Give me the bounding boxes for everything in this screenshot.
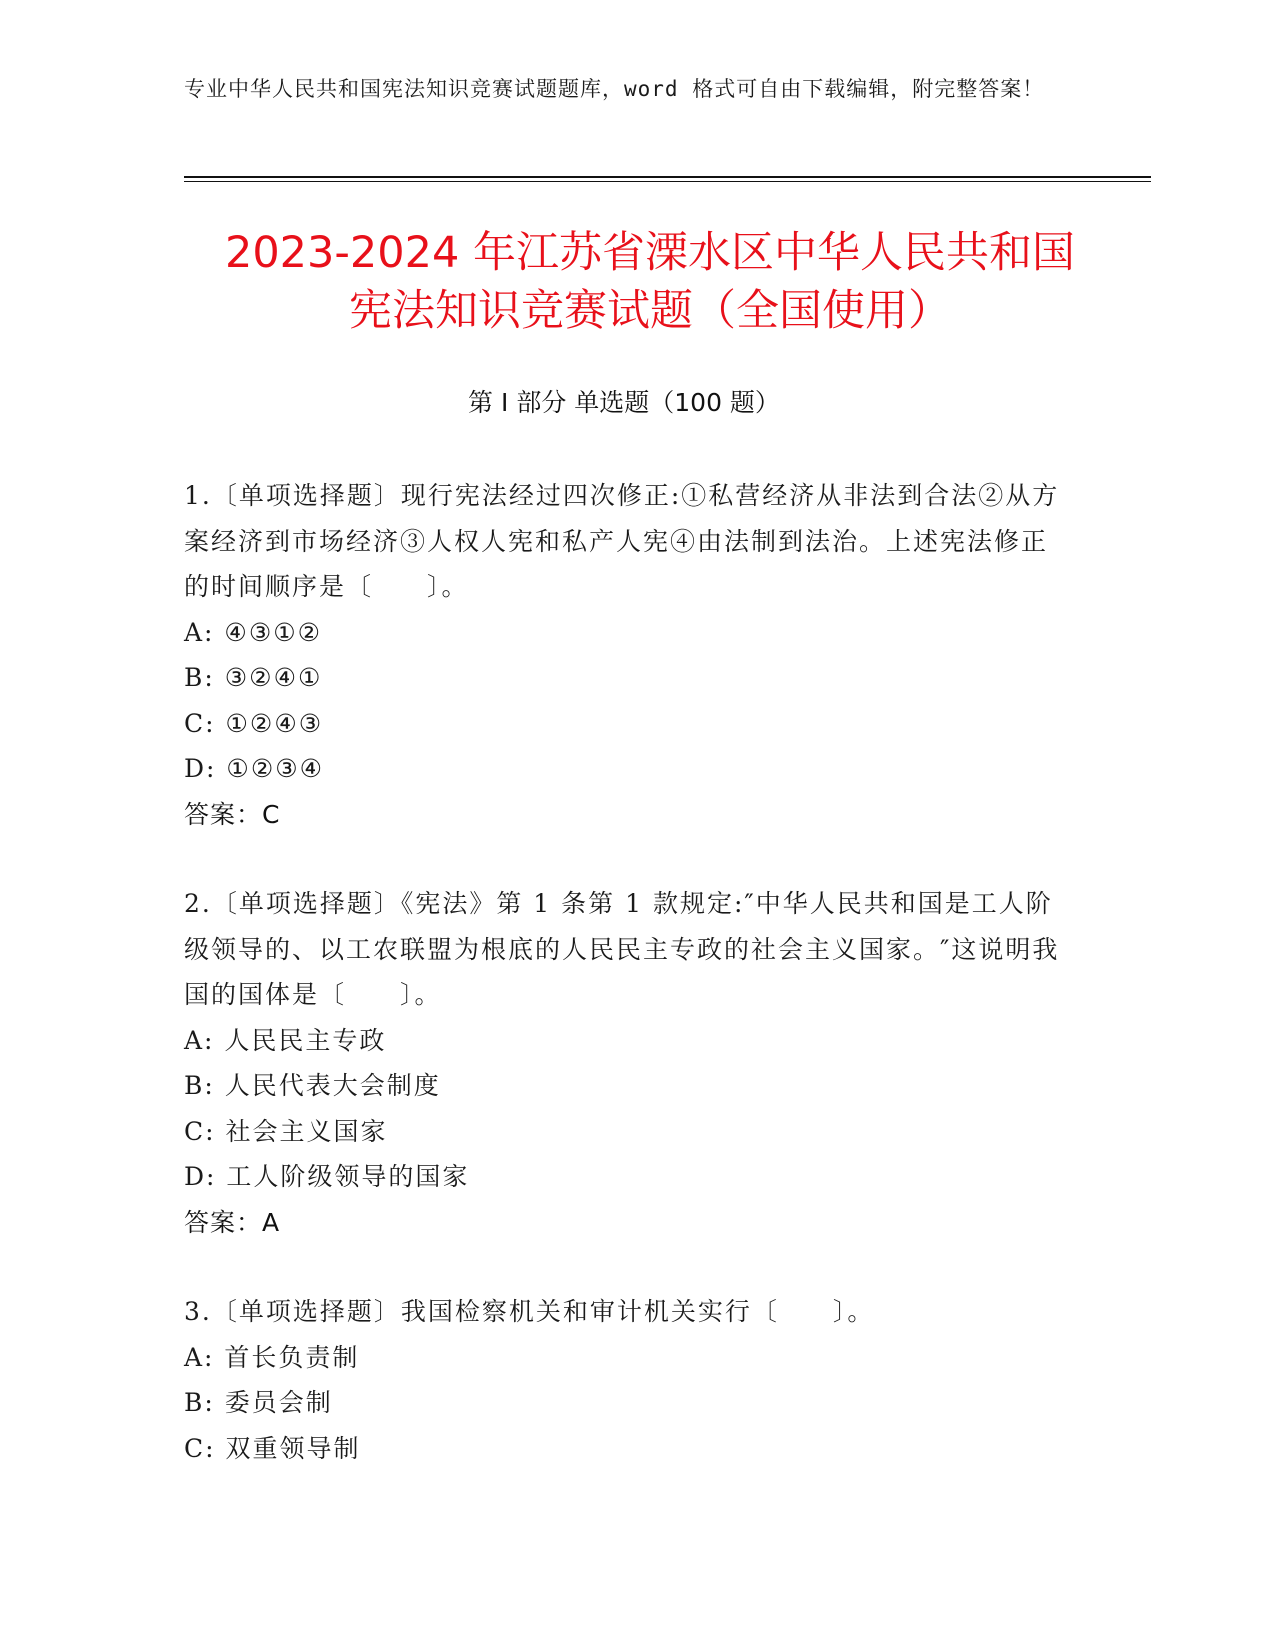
question-list [184, 473, 1064, 1515]
answer: 答案：C [184, 799, 281, 829]
option-c: C: ①②④③ [184, 708, 324, 738]
option-b: B: ③②④① [184, 663, 323, 692]
option-b: B: 人民代表大会制度 [184, 1071, 441, 1100]
option-c: C: 社会主义国家 [184, 1116, 388, 1146]
option-a: A: ④③①② [184, 617, 323, 647]
section-title: 第 I 部分 单选题（100 题） [468, 388, 780, 417]
option-a: A: 首长负责制 [184, 1342, 360, 1372]
question-stem: 2.〔单项选择题〕《宪法》第 1 条第 1 款规定:″中华人民共和国是工人阶级领导的、以工农联盟为根底的人民民主专政的社会主义国家。″这说明我国的国体是〔 〕。 [184, 889, 1060, 1009]
option-a: A: 人民民主专政 [184, 1025, 387, 1055]
option-b: B: 委员会制 [184, 1388, 333, 1417]
document-title-line-1: 2023-2024 年江苏省溧水区中华人民共和国 [224, 228, 1076, 278]
question-stem: 3.〔单项选择题〕我国检察机关和审计机关实行〔 〕。 [184, 1297, 875, 1326]
document-title-line-2: 宪法知识竞赛试题（全国使用） [349, 286, 951, 336]
option-d: D: 工人阶级领导的国家 [184, 1162, 470, 1191]
question-3 [184, 1289, 1064, 1471]
option-c: C: 双重领导制 [184, 1433, 361, 1463]
question-stem: 1.〔单项选择题〕现行宪法经过四次修正:①私营经济从非法到合法②从方案经济到市场经济③人权人宪和私产人宪④由法制到法治。上述宪法修正的时间顺序是〔 〕。 [184, 481, 1060, 601]
header-divider-thick [184, 176, 1151, 178]
document-title [150, 224, 1150, 340]
question-2 [184, 881, 1064, 1245]
header-note: 专业中华人民共和国宪法知识竞赛试题题库，word 格式可自由下载编辑，附完整答案！ [184, 77, 1045, 101]
header-divider-thin [184, 181, 1151, 182]
option-d: D: ①②③④ [184, 754, 325, 783]
answer: 答案：A [184, 1207, 281, 1237]
question-1 [184, 473, 1064, 837]
